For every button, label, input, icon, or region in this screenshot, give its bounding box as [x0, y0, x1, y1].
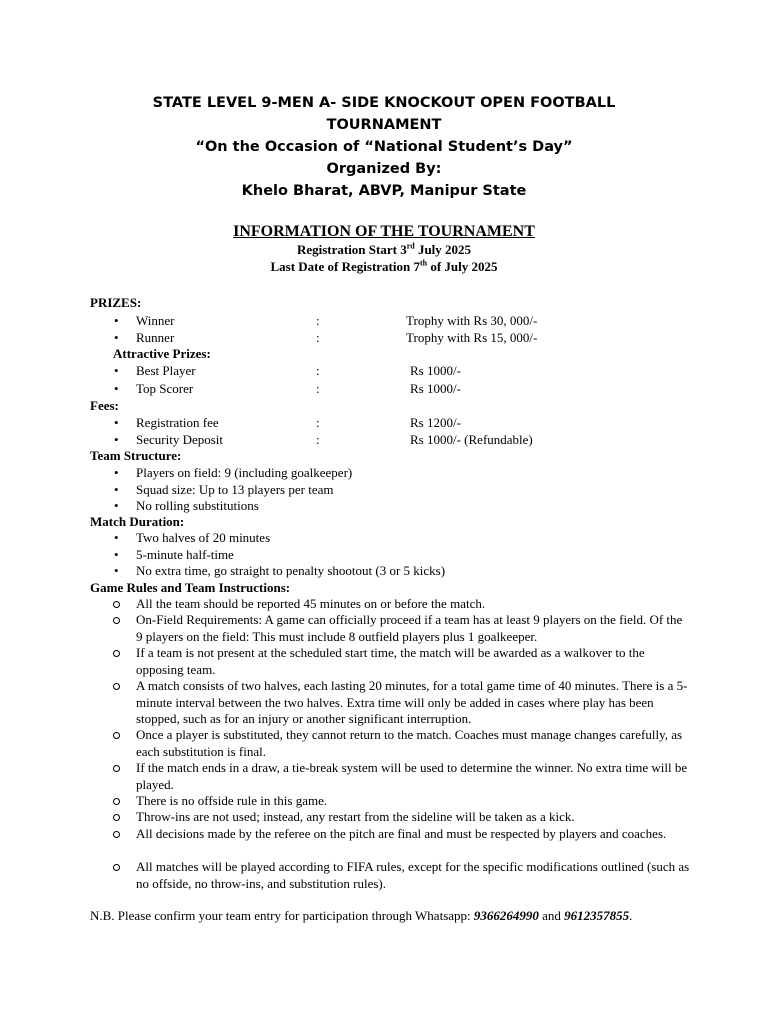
circle-bullet-icon: [113, 765, 120, 772]
circle-bullet-icon: [113, 798, 120, 805]
prize-label: Runner: [136, 330, 175, 345]
team-structure-heading: Team Structure:: [90, 448, 182, 463]
list-item: 5-minute half-time: [136, 547, 234, 562]
bullet-icon: •: [114, 498, 119, 513]
list-item: Players on field: 9 (including goalkeeper): [136, 465, 353, 480]
list-item: No rolling substitutions: [136, 498, 259, 513]
prize-label: Best Player: [136, 363, 196, 378]
prize-value: Rs 1000/-: [410, 381, 461, 396]
bullet-icon: •: [114, 563, 119, 578]
bullet-icon: •: [114, 363, 119, 378]
bullet-icon: •: [114, 381, 119, 396]
prize-separator: :: [316, 313, 320, 328]
bullet-icon: •: [114, 432, 119, 447]
rule-item: On-Field Requirements: A game can officially proceed if a team has at least 9 players on the field. Of the 9 players on the field: This must include 8 outfield players plus 1 goalkeeper.: [136, 612, 683, 644]
bullet-icon: •: [114, 415, 119, 430]
registration-last-date: Last Date of Registration 7th of July 2025: [270, 258, 498, 274]
whatsapp-number-1: 9366264990: [473, 908, 539, 923]
circle-bullet-icon: [113, 814, 120, 821]
list-item: Two halves of 20 minutes: [136, 530, 271, 545]
prize-value: Trophy with Rs 30, 000/-: [406, 313, 538, 328]
bullet-icon: •: [114, 530, 119, 545]
rule-item: If a team is not present at the scheduled start time, the match will be awarded as a walkover to the opposing team.: [136, 645, 645, 677]
bullet-icon: •: [114, 313, 119, 328]
rule-item: All the team should be reported 45 minutes on or before the match.: [136, 596, 486, 611]
prize-value: Trophy with Rs 15, 000/-: [406, 330, 538, 345]
prizes-heading: PRIZES:: [90, 295, 142, 310]
rules-heading: Game Rules and Team Instructions:: [90, 580, 291, 595]
bullet-icon: •: [114, 465, 119, 480]
prize-label: Winner: [136, 313, 175, 328]
fee-value: Rs 1000/- (Refundable): [410, 432, 533, 447]
circle-bullet-icon: [113, 732, 120, 739]
match-duration-heading: Match Duration:: [90, 514, 185, 529]
fee-separator: :: [316, 415, 320, 430]
attractive-prizes-heading: Attractive Prizes:: [113, 346, 211, 361]
title-line-2: TOURNAMENT: [326, 117, 442, 133]
circle-bullet-icon: [113, 683, 120, 690]
list-item: Squad size: Up to 13 players per team: [136, 482, 334, 497]
circle-bullet-icon: [113, 831, 120, 838]
prize-separator: :: [316, 381, 320, 396]
fee-label: Security Deposit: [136, 432, 224, 447]
organizer-name: Khelo Bharat, ABVP, Manipur State: [241, 183, 527, 199]
circle-bullet-icon: [113, 617, 120, 624]
circle-bullet-icon: [113, 650, 120, 657]
rule-item: Throw-ins are not used; instead, any restart from the sideline will be taken as a kick.: [136, 809, 575, 824]
rule-item: Once a player is substituted, they cannot return to the match. Coaches must manage changes carefully, as each substitution is final.: [136, 727, 683, 759]
circle-bullet-icon: [113, 864, 120, 871]
circle-bullet-icon: [113, 601, 120, 608]
registration-start: Registration Start 3rd July 2025: [296, 241, 472, 257]
prize-separator: :: [316, 363, 320, 378]
organized-by-label: Organized By:: [326, 161, 442, 177]
rule-item: There is no offside rule in this game.: [136, 793, 328, 808]
info-title: INFORMATION OF THE TOURNAMENT: [233, 223, 535, 240]
fees-heading: Fees:: [90, 398, 119, 413]
rule-item: All matches will be played according to FIFA rules, except for the specific modifications outlined (such as no offside, no throw-ins, and substitution rules).: [136, 859, 690, 891]
contact-note: N.B. Please confirm your team entry for participation through Whatsapp: 9366264990 and 9612357855.: [90, 908, 633, 923]
whatsapp-number-2: 9612357855: [564, 908, 630, 923]
title-line-1: STATE LEVEL 9-MEN A- SIDE KNOCKOUT OPEN FOOTBALL: [152, 95, 616, 111]
fee-separator: :: [316, 432, 320, 447]
list-item: No extra time, go straight to penalty shootout (3 or 5 kicks): [136, 563, 446, 578]
bullet-icon: •: [114, 547, 119, 562]
bullet-icon: •: [114, 482, 119, 497]
rule-item: A match consists of two halves, each lasting 20 minutes, for a total game time of 40 minutes. There is a 5-minute interval between the two halves. Extra time will only be added in cases where play has been stopped, such as for an injury or another significant interruption.: [136, 678, 688, 726]
occasion-line: “On the Occasion of “National Student’s Day”: [195, 139, 573, 155]
prize-label: Top Scorer: [136, 381, 194, 396]
rule-item: All decisions made by the referee on the pitch are final and must be respected by players and coaches.: [136, 826, 667, 841]
fee-label: Registration fee: [136, 415, 219, 430]
prize-value: Rs 1000/-: [410, 363, 461, 378]
fee-value: Rs 1200/-: [410, 415, 461, 430]
bullet-icon: •: [114, 330, 119, 345]
rule-item: If the match ends in a draw, a tie-break system will be used to determine the winner. No extra time will be played.: [136, 760, 688, 792]
prize-separator: :: [316, 330, 320, 345]
